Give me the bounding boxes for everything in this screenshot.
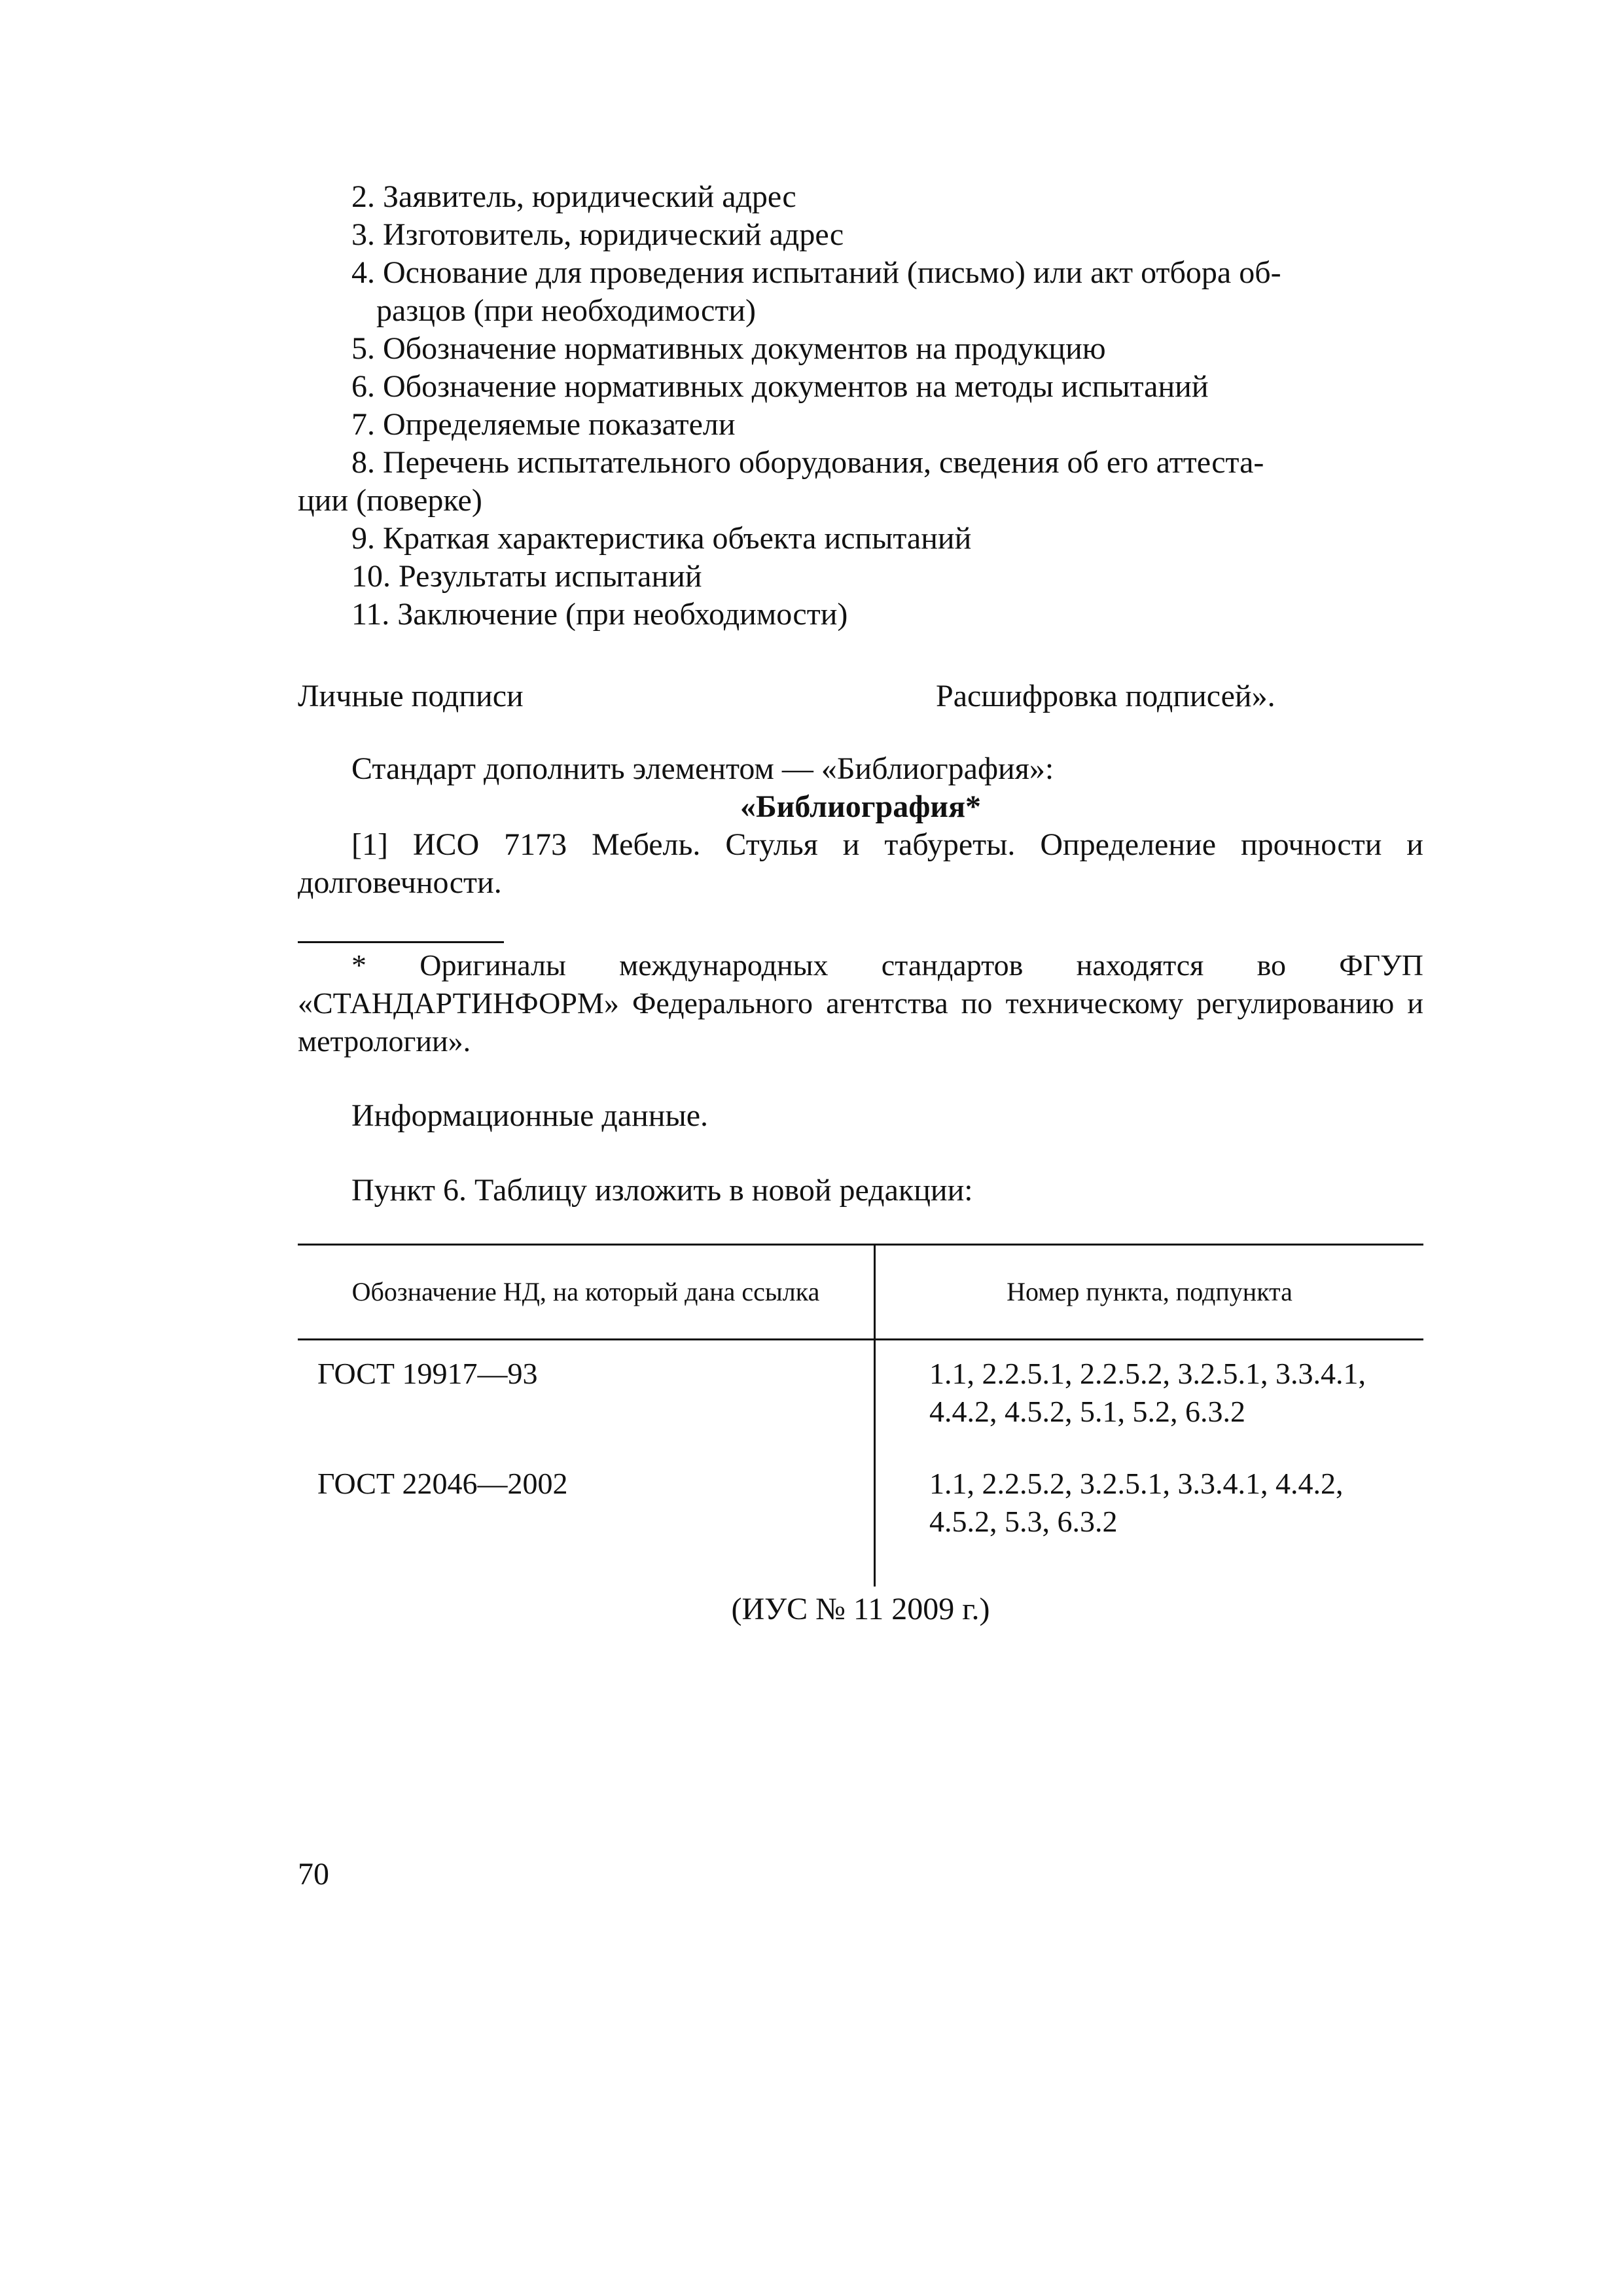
- table-header-row: [298, 1245, 1423, 1340]
- table-row: [298, 1340, 1423, 1451]
- footnote-divider: [298, 941, 504, 943]
- point6-heading: [298, 1172, 1423, 1210]
- list-item: 5. Обозначение нормативных документов на продукцию: [351, 331, 1106, 366]
- list-item: 10. Результаты испытаний: [351, 559, 702, 594]
- signature-line: [298, 677, 1423, 717]
- requirements-list: [298, 178, 1423, 634]
- list-item: 6. Обозначение нормативных документов на методы испытаний: [351, 369, 1209, 404]
- bibliography-title: «Библиография*: [740, 789, 982, 824]
- list-item: 7. Определяемые показатели: [351, 407, 736, 442]
- signature-label: Личные подписи: [298, 679, 524, 713]
- info-heading: [298, 1097, 1423, 1135]
- list-item: 4. Основание для проведения испытаний (письмо) или акт отбора об-: [351, 255, 1281, 290]
- list-item: 3. Изготовитель, юридический адрес: [351, 217, 844, 252]
- list-item: 9. Краткая характеристика объекта испытаний: [351, 521, 972, 556]
- list-item-continuation: разцов (при необходимости): [376, 293, 756, 328]
- column-header: Обозначение НД, на который дана ссылка: [298, 1245, 875, 1340]
- signature-decoding-label: Расшифровка подписей».: [936, 679, 1275, 713]
- list-item: 8. Перечень испытательного оборудования, сведения об его аттеста-: [351, 445, 1264, 480]
- table-cell: ГОСТ 19917—93: [298, 1340, 875, 1451]
- column-header: Номер пункта, подпункта: [875, 1245, 1424, 1340]
- list-item-continuation: ции (поверке): [298, 483, 482, 518]
- reference-table: [298, 1244, 1423, 1587]
- bibliography-section: [298, 750, 1423, 902]
- info-heading-text: Информационные данные.: [351, 1098, 709, 1133]
- bibliography-item: [1] ИСО 7173 Мебель. Стулья и табуреты. Определение прочности и долговечности.: [298, 827, 1423, 900]
- list-item: 11. Заключение (при необходимости): [351, 597, 848, 632]
- table-cell: 1.1, 2.2.5.2, 3.2.5.1, 3.3.4.1, 4.4.2, 4.5.2, 5.3, 6.3.2: [929, 1467, 1344, 1538]
- standard-amendment-text: Стандарт дополнить элементом — «Библиография»:: [351, 751, 1054, 786]
- footnote: [298, 946, 1423, 1060]
- page-number: 70: [298, 1857, 329, 1892]
- table-cell: ГОСТ 22046—2002: [298, 1450, 875, 1587]
- point6-text: Пункт 6. Таблицу изложить в новой редакции:: [351, 1173, 973, 1208]
- footnote-text: * Оригиналы международных стандартов находятся во ФГУП «СТАНДАРТИНФОРМ» Федерального агентства по техническому регулированию и метрологии».: [298, 948, 1423, 1058]
- list-item: 2. Заявитель, юридический адрес: [351, 179, 796, 214]
- table-row: [298, 1450, 1423, 1587]
- ius-reference: (ИУС № 11 2009 г.): [731, 1592, 990, 1626]
- table-cell: 1.1, 2.2.5.1, 2.2.5.2, 3.2.5.1, 3.3.4.1, 4.4.2, 4.5.2, 5.1, 5.2, 6.3.2: [929, 1357, 1366, 1428]
